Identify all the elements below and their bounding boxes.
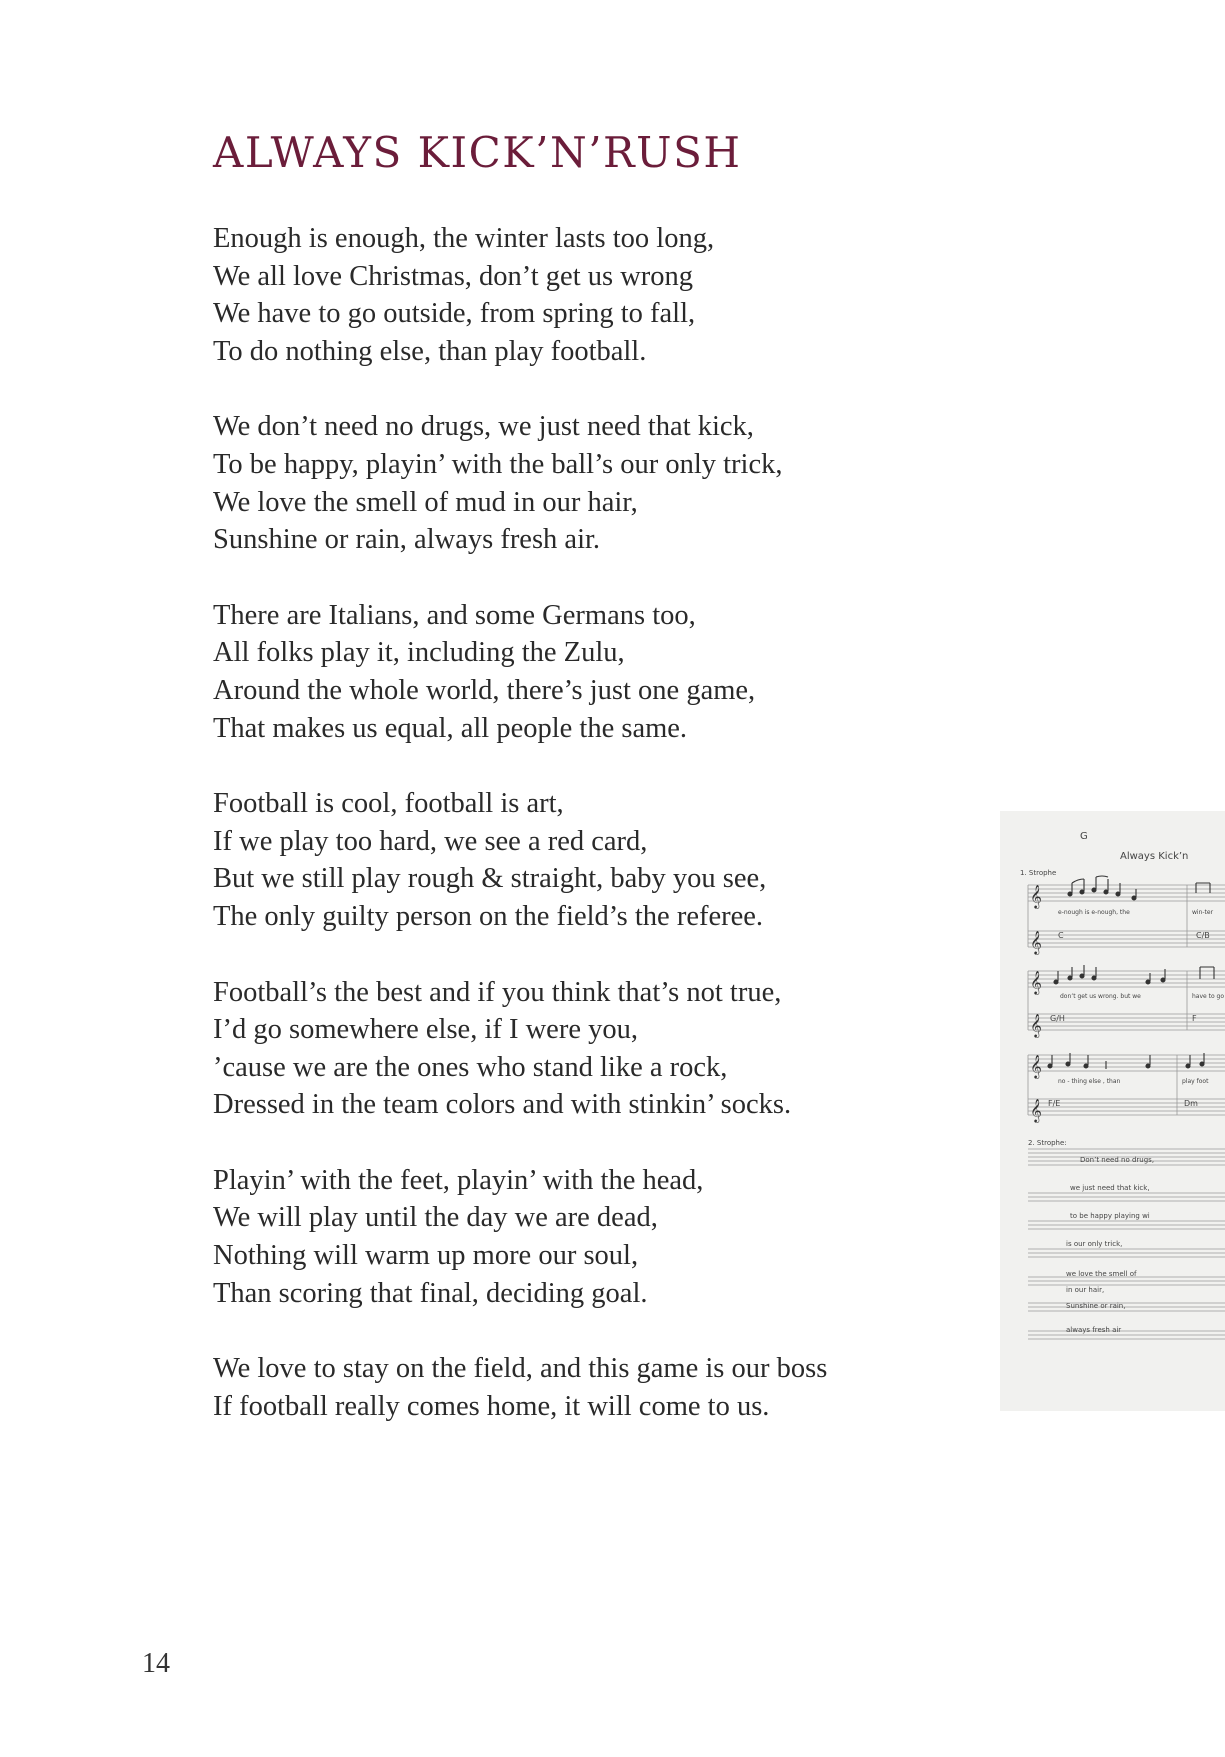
scan-verse1-label: 1. Strophe: [1020, 869, 1057, 877]
scan-verse2-label: 2. Strophe:: [1028, 1139, 1067, 1147]
scan-chord: G/H: [1050, 1014, 1065, 1023]
stanza: [213, 1350, 913, 1425]
lyric-line: Than scoring that final, deciding goal.: [213, 1277, 648, 1309]
svg-text:𝄞: 𝄞: [1030, 1054, 1042, 1078]
lyric-line: Dressed in the team colors and with stinkin’ socks.: [213, 1089, 792, 1121]
lyric-line: We all love Christmas, don’t get us wrong: [213, 260, 694, 292]
song-title: ALWAYS KICK’N’RUSH: [213, 128, 742, 177]
scan-lyric: don’t get us wrong. but we: [1060, 993, 1141, 1000]
scan-marker: G: [1080, 831, 1088, 842]
scan-chord: F: [1192, 1014, 1197, 1023]
lyric-line: We don’t need no drugs, we just need that kick,: [213, 411, 754, 443]
stanza: [213, 1162, 913, 1312]
scan-lyric: e-nough is e-nough, the: [1058, 909, 1130, 916]
svg-text:𝄞: 𝄞: [1030, 930, 1042, 954]
scan-lyric: no - thing else , than: [1058, 1078, 1121, 1085]
stanza: [213, 408, 913, 558]
scan-chord: Dm: [1184, 1099, 1198, 1108]
scan-verse2-line: Don’t need no drugs,: [1080, 1156, 1155, 1164]
scan-verse2-line: is our only trick,: [1066, 1240, 1123, 1248]
lyric-line: The only guilty person on the field’s the referee.: [213, 900, 764, 932]
lyric-line: To do nothing else, than play football.: [213, 335, 647, 367]
svg-text:𝄞: 𝄞: [1030, 884, 1042, 908]
lyric-line: We have to go outside, from spring to fall,: [213, 298, 696, 330]
scan-verse2-line: we just need that kick,: [1070, 1184, 1150, 1192]
scan-verse2-line: in our hair,: [1066, 1286, 1105, 1294]
lyric-line: All folks play it, including the Zulu,: [213, 637, 625, 669]
lyric-line: We love the smell of mud in our hair,: [213, 486, 638, 518]
lyric-line: If we play too hard, we see a red card,: [213, 825, 648, 857]
lyric-line: Playin’ with the feet, playin’ with the head,: [213, 1164, 704, 1196]
lyric-line: Around the whole world, there’s just one game,: [213, 674, 756, 706]
lyric-line: Football is cool, football is art,: [213, 788, 564, 820]
scan-verse2-line: we love the smell of: [1066, 1270, 1137, 1278]
lyric-line: That makes us equal, all people the same.: [213, 712, 688, 744]
lyric-line: ’cause we are the ones who stand like a rock,: [213, 1051, 728, 1083]
lyrics: [213, 220, 913, 1463]
scan-verse2-line: always fresh air: [1066, 1326, 1122, 1334]
stanza: [213, 974, 913, 1124]
lyric-line: We love to stay on the field, and this game is our boss: [213, 1353, 828, 1385]
page-number: 14: [142, 1648, 170, 1679]
svg-text:𝄞: 𝄞: [1030, 1098, 1042, 1122]
lyric-line: To be happy, playin’ with the ball’s our only trick,: [213, 448, 783, 480]
lyric-line: Enough is enough, the winter lasts too long,: [213, 223, 715, 254]
scan-title: Always Kick’n: [1120, 851, 1189, 862]
svg-text:𝄞: 𝄞: [1030, 970, 1042, 994]
lyric-line: Nothing will warm up more our soul,: [213, 1240, 639, 1272]
sheet-music-scan: [1000, 811, 1225, 1411]
lyric-line: Football’s the best and if you think that’s not true,: [213, 976, 782, 1008]
lyric-line: We will play until the day we are dead,: [213, 1202, 658, 1234]
scan-chord: C: [1058, 931, 1064, 940]
scan-lyric: win-ter: [1192, 909, 1214, 916]
lyric-line: But we still play rough & straight, baby you see,: [213, 863, 767, 895]
scan-verse2-line: to be happy playing wi: [1070, 1212, 1150, 1220]
lyric-line: There are Italians, and some Germans too,: [213, 599, 696, 631]
scan-lyric: play foot: [1182, 1078, 1209, 1085]
stanza: [213, 220, 913, 370]
stanza: [213, 597, 913, 747]
lyric-line: If football really comes home, it will come to us.: [213, 1390, 770, 1422]
stanza: [213, 785, 913, 935]
scan-verse2-line: Sunshine or rain,: [1066, 1302, 1126, 1310]
scan-chord: F/E: [1048, 1099, 1061, 1108]
lyric-line: I’d go somewhere else, if I were you,: [213, 1014, 638, 1046]
svg-text:𝄞: 𝄞: [1030, 1013, 1042, 1037]
lyric-line: Sunshine or rain, always fresh air.: [213, 524, 601, 556]
scan-chord: C/B: [1196, 931, 1210, 940]
scan-lyric: have to go: [1192, 993, 1225, 1000]
